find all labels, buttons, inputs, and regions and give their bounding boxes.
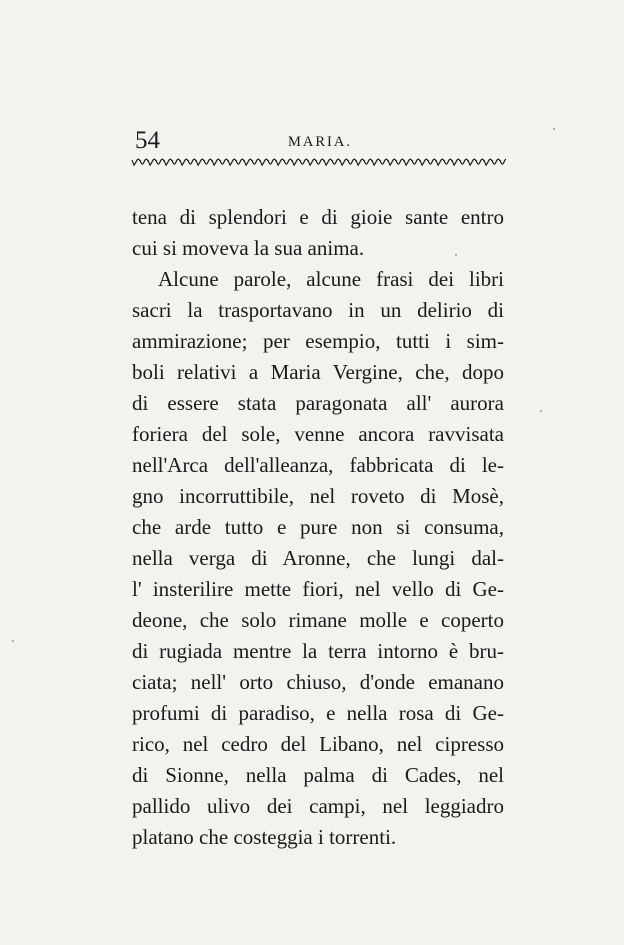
text-line: di Sionne, nella palma di Cades, nel	[132, 763, 504, 787]
text-line: foriera del sole, venne ancora ravvisata	[132, 422, 504, 446]
ornament-dot	[453, 164, 455, 166]
ornament-dot	[133, 164, 135, 166]
ornament-dot	[485, 164, 487, 166]
ornament-graphic	[130, 156, 506, 170]
ornament-dot	[389, 164, 391, 166]
ornament-dot	[197, 164, 199, 166]
ornamental-rule	[130, 156, 506, 170]
body-text	[132, 202, 504, 853]
running-head: MARIA.	[288, 134, 352, 150]
text-line: sacri la trasportavano in un delirio di	[132, 298, 504, 322]
ornament-dot	[309, 164, 311, 166]
ornament-dot	[469, 164, 471, 166]
paper-speck	[540, 410, 542, 412]
text-line: boli relativi a Maria Vergine, che, dopo	[132, 360, 504, 384]
ornament-dot	[261, 164, 263, 166]
text-line: platano che costeggia i torrenti.	[132, 825, 397, 849]
text-line: di rugiada mentre la terra intorno è bru-	[132, 639, 504, 663]
page-number: 54	[135, 127, 160, 154]
text-line: gno incorruttibile, nel roveto di Mosè,	[132, 484, 504, 508]
ornament-dot	[421, 164, 423, 166]
ornament-dot	[277, 164, 279, 166]
ornament-dot	[165, 164, 167, 166]
text-line: ciata; nell' orto chiuso, d'onde emanano	[132, 670, 504, 694]
text-line: tena di splendori e di gioie sante entro	[132, 205, 504, 229]
ornament-dot	[341, 164, 343, 166]
text-line: ammirazione; per esempio, tutti i sim-	[132, 329, 504, 353]
text-line: nella verga di Aronne, che lungi dal-	[132, 546, 504, 570]
ornament-dot	[229, 164, 231, 166]
ornament-zigzag	[132, 159, 506, 164]
text-line: cui si moveva la sua anima.	[132, 236, 365, 260]
paper-speck	[553, 128, 555, 130]
ornament-dot	[325, 164, 327, 166]
ornament-dot	[245, 164, 247, 166]
ornament-dot	[373, 164, 375, 166]
text-line: che arde tutto e pure non si consuma,	[132, 515, 504, 539]
ornament-dot	[149, 164, 151, 166]
ornament-dot	[181, 164, 183, 166]
ornament-dot	[437, 164, 439, 166]
text-line: pallido ulivo dei campi, nel leggiadro	[132, 794, 504, 818]
text-line: Alcune parole, alcune frasi dei libri	[158, 267, 504, 291]
paper-speck	[455, 254, 457, 256]
paper-speck	[12, 640, 14, 642]
ornament-dot	[357, 164, 359, 166]
text-line: deone, che solo rimane molle e coperto	[132, 608, 504, 632]
ornament-dot	[405, 164, 407, 166]
page-header	[132, 126, 504, 156]
ornament-dot	[213, 164, 215, 166]
text-line: nell'Arca dell'alleanza, fabbricata di le-	[132, 453, 504, 477]
text-line: l' insterilire mette fiori, nel vello di Ge-	[132, 577, 504, 601]
text-line: rico, nel cedro del Libano, nel cipresso	[132, 732, 504, 756]
text-line: profumi di paradiso, e nella rosa di Ge-	[132, 701, 504, 725]
ornament-dot	[293, 164, 295, 166]
text-line: di essere stata paragonata all' aurora	[132, 391, 504, 415]
